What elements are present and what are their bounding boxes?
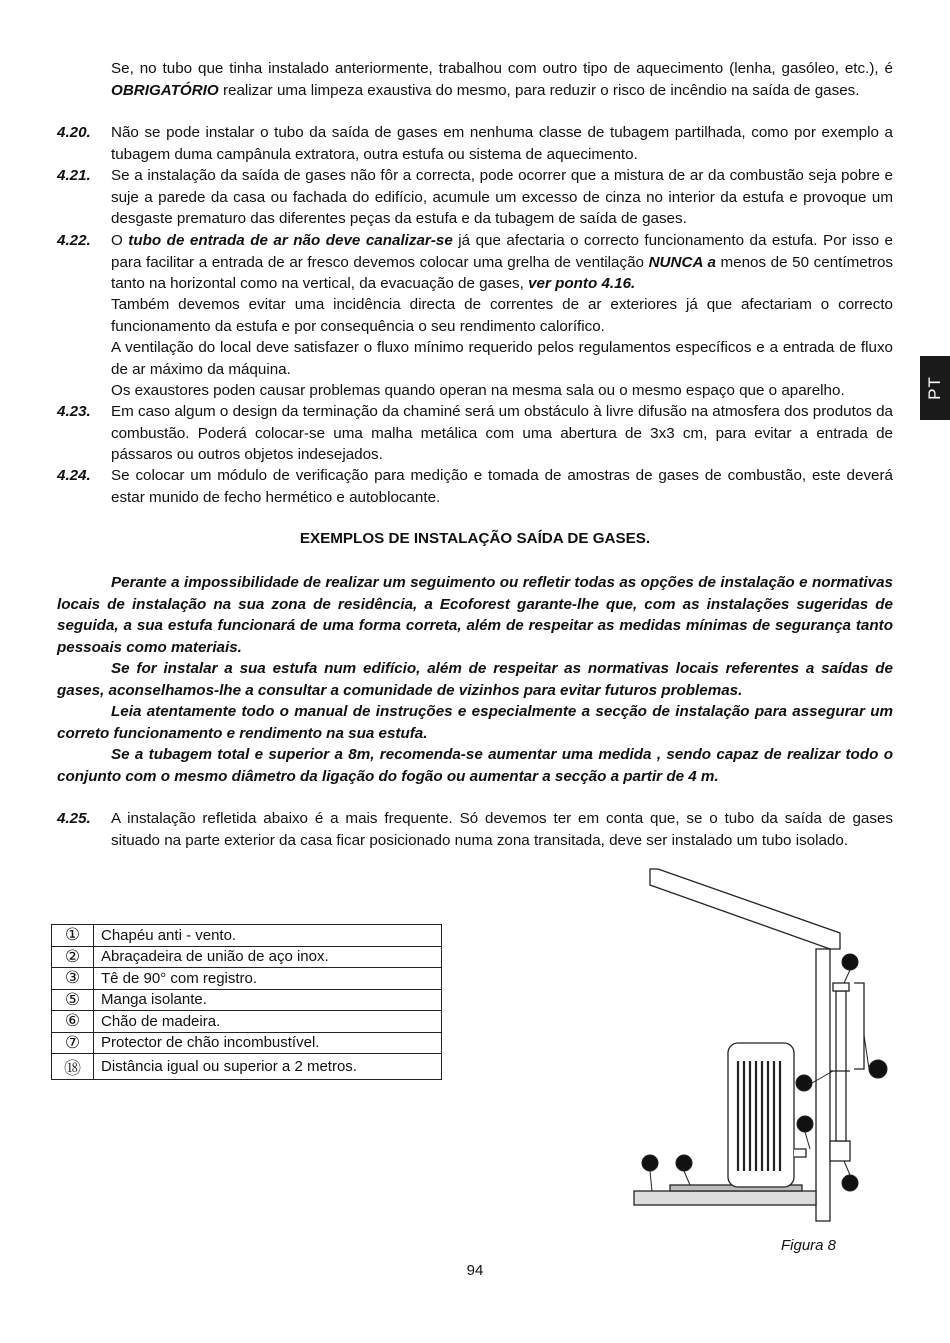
floor [634,1191,816,1205]
legend-row [52,1011,442,1033]
language-tab-label: PT [925,376,944,400]
item-text-4-25: A instalação refletida abaixo é a mais frequente. Só devemos ter em conta que, se o tubo da saída de gases situado na parte exterior da casa ficar posicionado numa zona transitada, deve ser instalado um tubo isolado. [111,810,893,849]
roof [650,869,840,949]
item-number-4-24: 4.24. [57,467,91,484]
paragraph-previous-heating [111,58,893,101]
intro-paragraph-2 [57,658,893,701]
intro-text: Se a tubagem total e superior a 8m, recomenda-se aumentar uma medida , sendo capaz de realizar todo o conjunto com o mesmo diâmetro da ligação do fogão ou aumentar a secção a partir de 4 m. [57,746,893,785]
legend-mark: ② [52,946,94,968]
svg-text:18: 18 [871,1064,885,1076]
item-4-22-paragraph-3: A ventilação do local deve satisfazer o fluxo mínimo requerido pelos regulamentos específicos e a entrada de fluxo de ar máximo da máquina. [111,339,893,378]
svg-text:7: 7 [680,1158,688,1170]
legend-label: Abraçadeira de união de aço inox. [94,946,442,968]
text-run: realizar uma limpeza exaustiva do mesmo, para reduzir o risco de incêndio na saída de gases. [218,81,860,99]
legend-label: Manga isolante. [94,989,442,1011]
legend-row [52,1032,442,1054]
text-run: menos de 50 centímetros tanto na horizontal como na vertical, da evacuação de gases, [111,253,893,292]
section-heading: EXEMPLOS DE INSTALAÇÃO SAÍDA DE GASES. [299,530,651,547]
legend-row [52,1054,442,1080]
language-tab [920,356,950,420]
item-number-4-25: 4.25. [57,810,91,827]
item-text-4-21: Se a instalação da saída de gases não fôr a correcta, pode ocorrer que a mistura de ar da combustão seja pobre e suje a parede da casa ou fachada do edifício, acumule um excesso de cinza no interior da estufa e provoque um desgaste prematuro das diferentes peças da estufa e da tubagem de saída de gases. [111,167,893,227]
item-text-4-23: Em caso algum o design da terminação da chaminé será um obstáculo à livre difusão na atmosfera dos produtos da combustão. Poderá colocar-se uma malha metálica com uma abertura de 3x3 cm, para evitar a entrada de pássaros ou outros objetos indesejados. [111,403,893,463]
legend-row [52,968,442,990]
legend-label: Chapéu anti - vento. [94,925,442,947]
bold-run: tubo de entrada de ar não deve canalizar-se [128,232,453,249]
legend-mark: ③ [52,968,94,990]
legend-label: Chão de madeira. [94,1011,442,1033]
bold-run: NUNCA a [648,253,716,271]
text-run: Se, no tubo que tinha instalado anteriormente, trabalhou com outro tipo de aquecimento (lenha, gasóleo, etc.), é [111,60,893,77]
item-4-22-paragraph-4: Os exaustores poden causar problemas quando operan na mesma sala ou o mesmo espaço que o aparelho. [111,382,845,399]
connector-pipe [794,1149,806,1157]
intro-paragraph-3 [57,701,893,744]
legend-label: Tê de 90° com registro. [94,968,442,990]
item-number-4-21: 4.21. [57,167,91,184]
tee-fitting [830,1141,850,1161]
intro-text: Leia atentamente todo o manual de instruções e especialmente a secção de instalação para assegurar um correto funcionamento e rendimento na sua estufa. [57,703,893,742]
flue-pipe [836,991,846,1141]
item-number-4-23: 4.23. [57,403,91,420]
item-number-4-22: 4.22. [57,232,91,249]
svg-text:3: 3 [846,1178,854,1190]
bold-run: OBRIGATÓRIO [111,81,219,99]
item-text-4-24: Se colocar um módulo de verificação para medição e tomada de amostras de gases de combustão, este deverá estar munido de fecho hermético e autoblocante. [111,467,893,506]
legend-mark: ⑥ [52,1011,94,1033]
legend-label: Distância igual ou superior a 2 metros. [94,1054,442,1080]
intro-paragraph-4 [57,744,893,787]
text-run: O [111,232,129,249]
legend-label: Protector de chão incombustível. [94,1032,442,1054]
distance-bracket [854,983,864,1069]
legend-row [52,989,442,1011]
legend-table [51,924,442,1080]
item-text-4-20: Não se pode instalar o tubo da saída de gases em nenhuma classe de tubagem partilhada, como por exemplo a tubagem duma campânula extratora, outra estufa ou sistema de aquecimento. [111,124,893,163]
legend-mark: ① [52,925,94,947]
legend-row [52,946,442,968]
intro-paragraph-1 [57,572,893,658]
item-4-22-paragraph-2: Também devemos evitar uma incidência directa de correntes de ar exteriores já que afectariam o correcto funcionamento da estufa e por consequência o seu rendimento calorífico. [111,296,893,335]
svg-text:2: 2 [800,1078,808,1090]
text-run: já que afectaria o correcto funcionamento da estufa. Por isso e para facilitar a entrada de ar fresco devemos colocar uma grelha de ventilação [111,232,893,271]
intro-text: Perante a impossibilidade de realizar um seguimento ou refletir todas as opções de instalação e normativas locais de instalação na sua zona de residência, a Ecoforest garante-lhe que, com as instalações sugeridas de seguida, a sua estufa funcionará de uma forma correta, além de respeitar as medidas mínimas de segurança tanto pessoais como materiais. [57,574,893,656]
svg-text:1: 1 [846,957,854,969]
svg-text:5: 5 [801,1119,809,1131]
svg-text:6: 6 [646,1158,654,1170]
legend-mark: ⑤ [52,989,94,1011]
wall [816,949,830,1221]
intro-text: Se for instalar a sua estufa num edifício, além de respeitar as normativas locais referentes a saídas de gases, aconselhamos-lhe a consultar a comunidade de vizinhos para evitar futuros problemas. [57,660,893,699]
wind-cap [833,983,849,991]
installation-figure [630,865,900,1225]
legend-row [52,925,442,947]
legend-mark: ⑦ [52,1032,94,1054]
legend-mark: ⑱ [52,1054,94,1080]
item-text-4-22 [111,230,893,295]
item-number-4-20: 4.20. [57,124,91,141]
page-number: 94 [466,1262,484,1279]
figure-caption: Figura 8 [781,1237,837,1254]
bold-run: ver ponto 4.16. [528,275,636,292]
